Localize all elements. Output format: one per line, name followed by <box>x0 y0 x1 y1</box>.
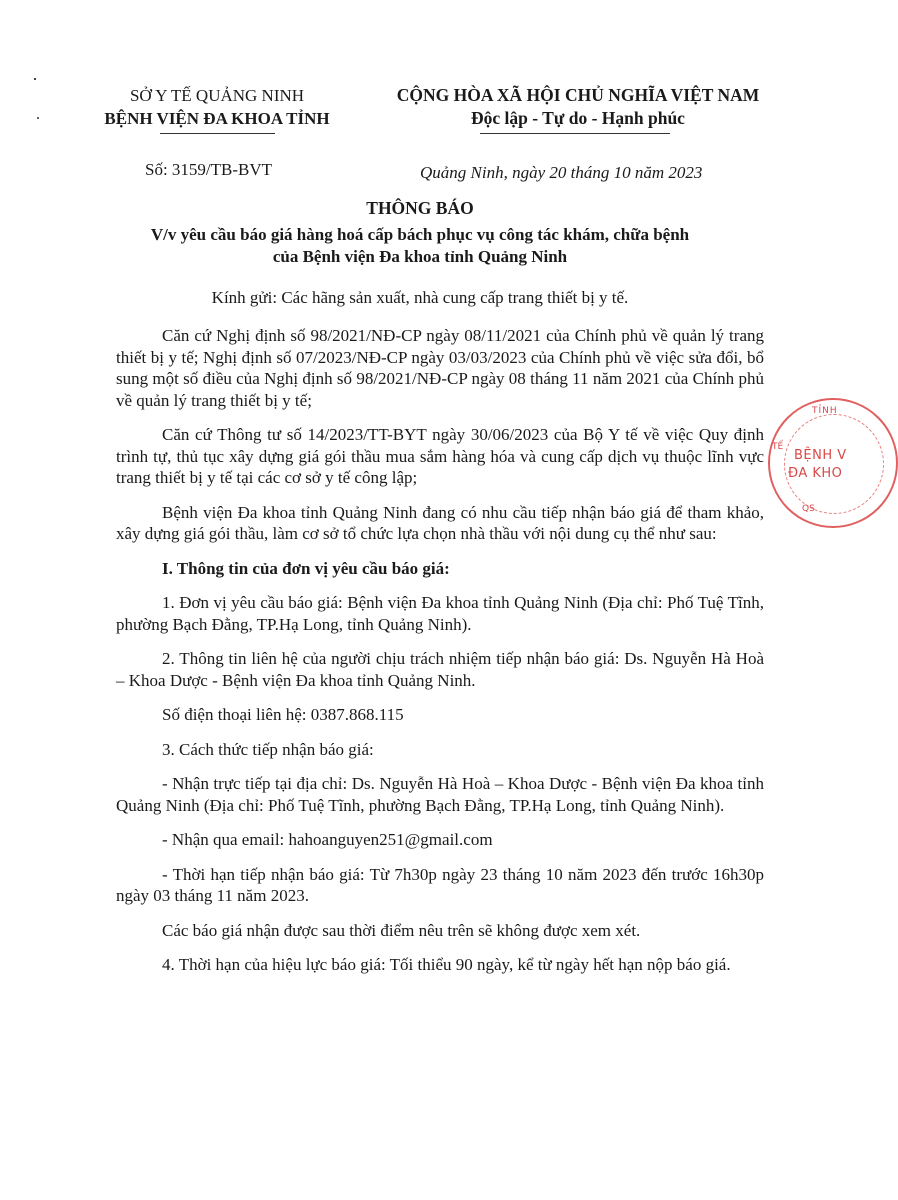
scan-speck <box>37 117 39 119</box>
section-heading: I. Thông tin của đơn vị yêu cầu báo giá: <box>162 558 450 578</box>
document-subject <box>0 224 840 268</box>
seal-text-bottom: QS <box>802 504 815 514</box>
nation-title: CỘNG HÒA XÃ HỘI CHỦ NGHĨA VIỆT NAM <box>396 85 760 105</box>
recipient-line: Kính gửi: Các hãng sản xuất, nhà cung cấp trang thiết bị y tế. <box>211 288 629 307</box>
issuer-underline <box>160 133 275 134</box>
scan-speck <box>34 78 36 80</box>
item-receiving-method: 3. Cách thức tiếp nhận báo giá: <box>162 739 374 759</box>
motto-underline <box>480 133 670 134</box>
subject-line-2: của Bệnh viện Đa khoa tỉnh Quảng Ninh <box>272 247 568 266</box>
item-validity: 4. Thời hạn của hiệu lực báo giá: Tối thiểu 90 ngày, kể từ ngày hết hạn nộp báo giá. <box>162 955 731 974</box>
national-header <box>368 84 788 130</box>
issuer-unit: BỆNH VIỆN ĐA KHOA TỈNH <box>104 109 330 128</box>
seal-inner-ring <box>784 414 884 514</box>
issuer-block <box>82 84 352 130</box>
late-submission-note: Các báo giá nhận được sau thời điểm nêu trên sẽ không được xem xét. <box>162 920 641 940</box>
date-line: Quảng Ninh, ngày 20 tháng 10 năm 2023 <box>420 163 703 182</box>
contact-phone: Số điện thoại liên hệ: 0387.868.115 <box>162 705 404 724</box>
receive-email: - Nhận qua email: hahoanguyen251@gmail.com <box>162 830 493 849</box>
document-body <box>116 325 764 989</box>
subject-line-1: V/v yêu cầu báo giá hàng hoá cấp bách phục vụ công tác khám, chữa bệnh <box>150 225 690 244</box>
national-motto: Độc lập - Tự do - Hạnh phúc <box>471 108 685 128</box>
item-contact-person: 2. Thông tin liên hệ của người chịu trách nhiệm tiếp nhận báo giá: Ds. Nguyễn Hà Hoà – Khoa Dược - Bệnh viện Đa khoa tỉnh Quảng Ninh. <box>116 649 764 690</box>
receive-deadline: - Thời hạn tiếp nhận báo giá: Từ 7h30p ngày 23 tháng 10 năm 2023 đến trước 16h30p ngày 03 tháng 11 năm 2023. <box>116 864 764 905</box>
seal-text-top: TỈNH <box>812 406 838 416</box>
seal-text-line2: ĐA KHO <box>788 466 843 481</box>
paragraph-legal-basis-1: Căn cứ Nghị định số 98/2021/NĐ-CP ngày 08/11/2021 của Chính phủ về quản lý trang thiết bị y tế; Nghị định số 07/2023/NĐ-CP ngày 03/03/2023 của Chính phủ về việc sửa đổi, bổ sung một số điều của Nghị định số 98/2021/NĐ-CP ngày 08 tháng 11 năm 2021 của Chính phủ về quản lý trang thiết bị y tế; <box>116 326 764 410</box>
official-seal <box>768 398 898 528</box>
seal-text-line1: BỆNH V <box>794 448 847 463</box>
document-number: Số: 3159/TB-BVT <box>145 160 273 179</box>
receive-direct: - Nhận trực tiếp tại địa chỉ: Ds. Nguyễn Hà Hoà – Khoa Dược - Bệnh viện Đa khoa tỉnh Quảng Ninh (Địa chỉ: Phố Tuệ Tĩnh, phường Bạch Đằng, TP.Hạ Long, tỉnh Quảng Ninh). <box>116 774 764 815</box>
document-title: THÔNG BÁO <box>366 198 474 218</box>
paragraph-purpose: Bệnh viện Đa khoa tỉnh Quảng Ninh đang có nhu cầu tiếp nhận báo giá để tham khảo, xây dựng giá gói thầu, làm cơ sở tổ chức lựa chọn nhà thầu với nội dung cụ thể như sau: <box>116 502 764 543</box>
item-requesting-unit: 1. Đơn vị yêu cầu báo giá: Bệnh viện Đa khoa tỉnh Quảng Ninh (Địa chỉ: Phố Tuệ Tĩnh, phường Bạch Đằng, TP.Hạ Long, tỉnh Quảng Ninh). <box>116 593 764 634</box>
seal-text-side: TẾ <box>772 442 784 452</box>
issuer-org: SỞ Y TẾ QUẢNG NINH <box>129 86 305 105</box>
paragraph-legal-basis-2: Căn cứ Thông tư số 14/2023/TT-BYT ngày 30/06/2023 của Bộ Y tế về việc Quy định trình tự, thủ tục xây dựng giá gói thầu mua sắm hàng hóa và cung cấp dịch vụ thuộc lĩnh vực trang thiết bị y tế tại các cơ sở y tế công lập; <box>116 425 764 487</box>
